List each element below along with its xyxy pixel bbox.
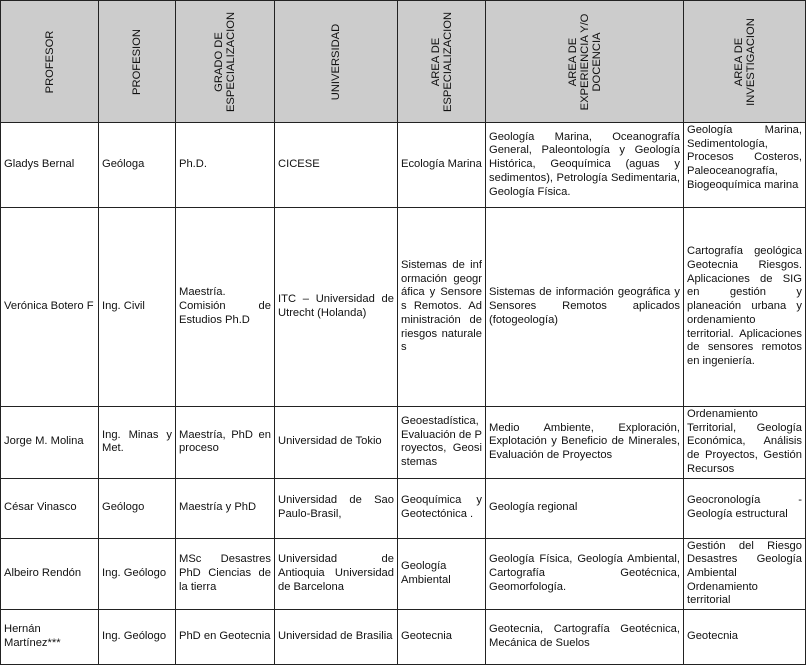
cell-universidad: CICESE (275, 123, 398, 208)
cell-especializacion: Geoestadística, Evaluación de Proyectos, Geosistemas (398, 407, 486, 479)
cell-grado: Ph.D. (176, 123, 275, 208)
table-row (1, 208, 806, 407)
cell-experiencia: Geología regional (486, 478, 684, 538)
header-grado: GRADO DE ESPECIALIZACION (176, 1, 275, 123)
table-row (1, 123, 806, 208)
cell-especializacion: Ecología Marina (398, 123, 486, 208)
cell-profesion: Geólogo (99, 478, 176, 538)
cell-grado: MSc Desastres PhD Ciencias de la tierra (176, 538, 275, 610)
cell-investigacion: Geotecnia (684, 610, 806, 665)
cell-especializacion: Geotecnia (398, 610, 486, 665)
cell-universidad: Universidad de Brasilia (275, 610, 398, 665)
cell-experiencia: Geología Marina, Oceanografía General, Paleontología y Geología Histórica, Geoquímica (aguas y sedimentos), Petrología Sedimentaria, Geología Física. (486, 123, 684, 208)
header-especializacion: AREA DE ESPECIALIZACION (398, 1, 486, 123)
cell-investigacion: Ordenamiento Territorial, Geología Económica, Análisis de Proyectos, Gestión Recursos (684, 407, 806, 479)
cell-especializacion: Geología Ambiental (398, 538, 486, 610)
cell-grado: Maestría y PhD (176, 478, 275, 538)
table-row (1, 478, 806, 538)
cell-profesion: Ing. Civil (99, 208, 176, 407)
cell-grado: Maestría, PhD en proceso (176, 407, 275, 479)
table-row (1, 538, 806, 610)
cell-investigacion: Cartografía geológica Geotecnia Riesgos. Aplicaciones de SIG en gestión y planeación urbana y ordenamiento territorial. Aplicaciones de sensores remotos en ingeniería. (684, 208, 806, 407)
header-row (1, 1, 806, 123)
cell-grado: PhD en Geotecnia (176, 610, 275, 665)
header-investigacion: AREA DE INVESTIGACION (684, 1, 806, 123)
header-universidad: UNIVERSIDAD (275, 1, 398, 123)
cell-experiencia: Geotecnia, Cartografía Geotécnica, Mecánica de Suelos (486, 610, 684, 665)
cell-universidad: Universidad de Tokio (275, 407, 398, 479)
cell-experiencia: Sistemas de información geográfica y Sensores Remotos aplicados (fotogeología) (486, 208, 684, 407)
cell-profesor: César Vinasco (1, 478, 99, 538)
cell-profesor: Albeiro Rendón (1, 538, 99, 610)
cell-especializacion: Sistemas de información geográfica y Sensores Remotos. Administración de riesgos naturales (398, 208, 486, 407)
cell-universidad: ITC – Universidad de Utrecht (Holanda) (275, 208, 398, 407)
table-row (1, 610, 806, 665)
cell-profesor: Verónica Botero F (1, 208, 99, 407)
cell-profesion: Geóloga (99, 123, 176, 208)
header-experiencia: AREA DE EXPERIENCIA Y/O DOCENCIA (486, 1, 684, 123)
cell-experiencia: Geología Física, Geología Ambiental, Cartografía Geotécnica, Geomorfología. (486, 538, 684, 610)
cell-profesor: Gladys Bernal (1, 123, 99, 208)
cell-especializacion: Geoquímica y Geotectónica . (398, 478, 486, 538)
cell-experiencia: Medio Ambiente, Exploración, Explotación y Beneficio de Minerales, Evaluación de Proyectos (486, 407, 684, 479)
cell-profesor: Jorge M. Molina (1, 407, 99, 479)
header-profesor: PROFESOR (1, 1, 99, 123)
cell-universidad: Universidad de Sao Paulo-Brasil, (275, 478, 398, 538)
cell-profesion: Ing. Geólogo (99, 538, 176, 610)
cell-grado: Maestría. Comisión de Estudios Ph.D (176, 208, 275, 407)
header-profesion: PROFESION (99, 1, 176, 123)
cell-investigacion: Geología Marina, Sedimentología, Procesos Costeros, Paleoceanografía, Biogeoquímica marina (684, 123, 806, 208)
table-row (1, 407, 806, 479)
cell-profesor: Hernán Martínez*** (1, 610, 99, 665)
cell-universidad: Universidad de Antioquia Universidad de Barcelona (275, 538, 398, 610)
cell-investigacion: Geocronología - Geología estructural (684, 478, 806, 538)
cell-investigacion: Gestión del Riesgo Desastres Geología Ambiental Ordenamiento territorial (684, 538, 806, 610)
cell-profesion: Ing. Geólogo (99, 610, 176, 665)
cell-profesion: Ing. Minas y Met. (99, 407, 176, 479)
